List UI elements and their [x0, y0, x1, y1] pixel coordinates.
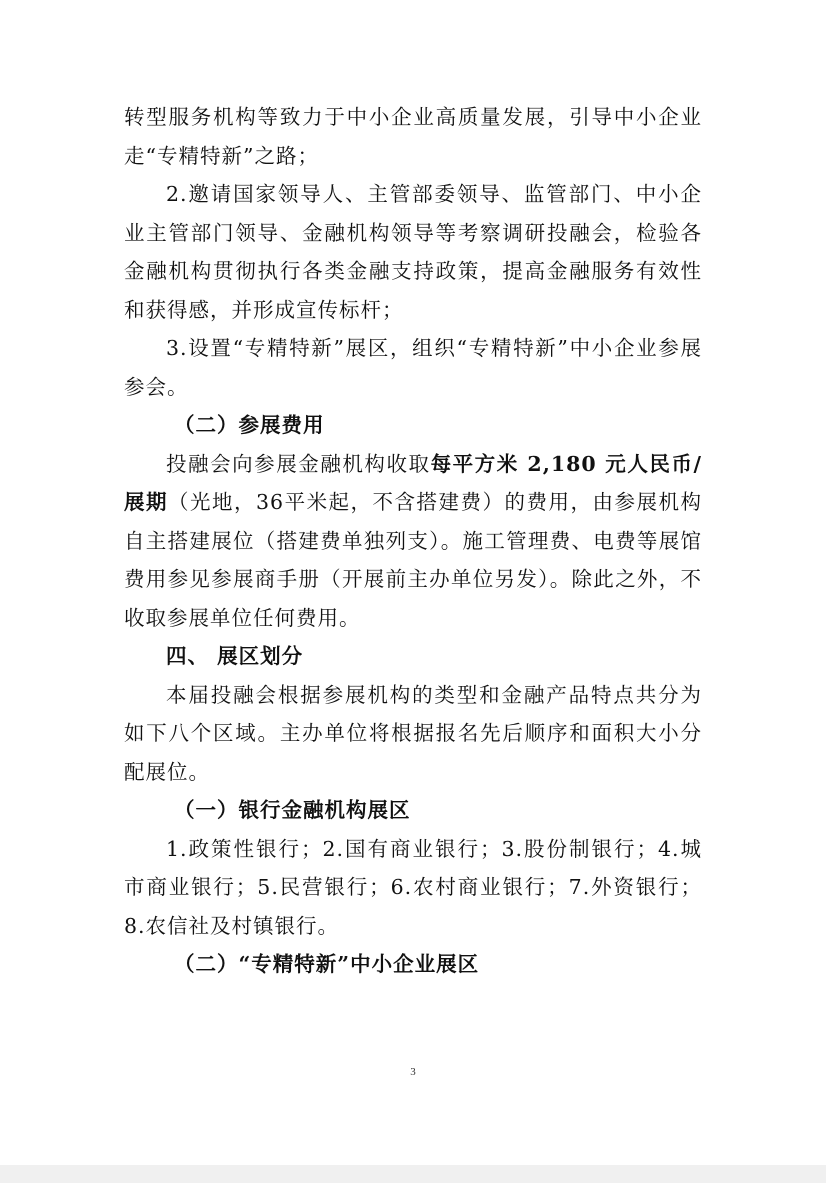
page-number: 3 [410, 1066, 416, 1078]
heading-zone-division: 四、 展区划分 [166, 644, 304, 668]
paragraph-4-end: （光地，36平米起，不含搭建费）的费用，由参展机构自主搭建展位（搭建费单独列支）。施工管理费、电费等展馆费用参见参展商手册（开展前主办单位另发）。除此之外，不收取参展单位任何费用。 [124, 490, 702, 630]
document-body [124, 98, 702, 984]
paragraph-1: 转型服务机构等致力于中小企业高质量发展，引导中小企业走“专精特新”之路； [124, 105, 702, 168]
paragraph-6: 1.政策性银行；2.国有商业银行；3.股份制银行；4.城市商业银行；5.民营银行；6.农村商业银行；7.外资银行；8.农信社及村镇银行。 [124, 836, 702, 938]
paragraph-5: 本届投融会根据参展机构的类型和金融产品特点共分为如下八个区域。主办单位将根据报名先后顺序和面积大小分配展位。 [124, 682, 702, 784]
heading-sme-zone: （二）“专精特新”中小企业展区 [174, 952, 480, 976]
heading-bank-zone: （一）银行金融机构展区 [174, 798, 411, 822]
paragraph-4 [124, 445, 702, 638]
paragraph-2: 2.邀请国家领导人、主管部委领导、监管部门、中小企业主管部门领导、金融机构领导等考察调研投融会，检验各金融机构贯彻执行各类金融支持政策，提高金融服务有效性和获得感，并形成宣传标杆； [124, 182, 702, 322]
paragraph-3: 3.设置“专精特新”展区，组织“专精特新”中小企业参展参会。 [124, 336, 702, 399]
heading-exhibition-fee: （二）参展费用 [174, 413, 325, 437]
paragraph-4-fee-bold: 每平方米 2,180 元人民币/展期 [124, 451, 702, 514]
viewer-bottom-band [0, 1165, 826, 1183]
paragraph-4-start: 投融会向参展金融机构收取 [166, 451, 431, 476]
